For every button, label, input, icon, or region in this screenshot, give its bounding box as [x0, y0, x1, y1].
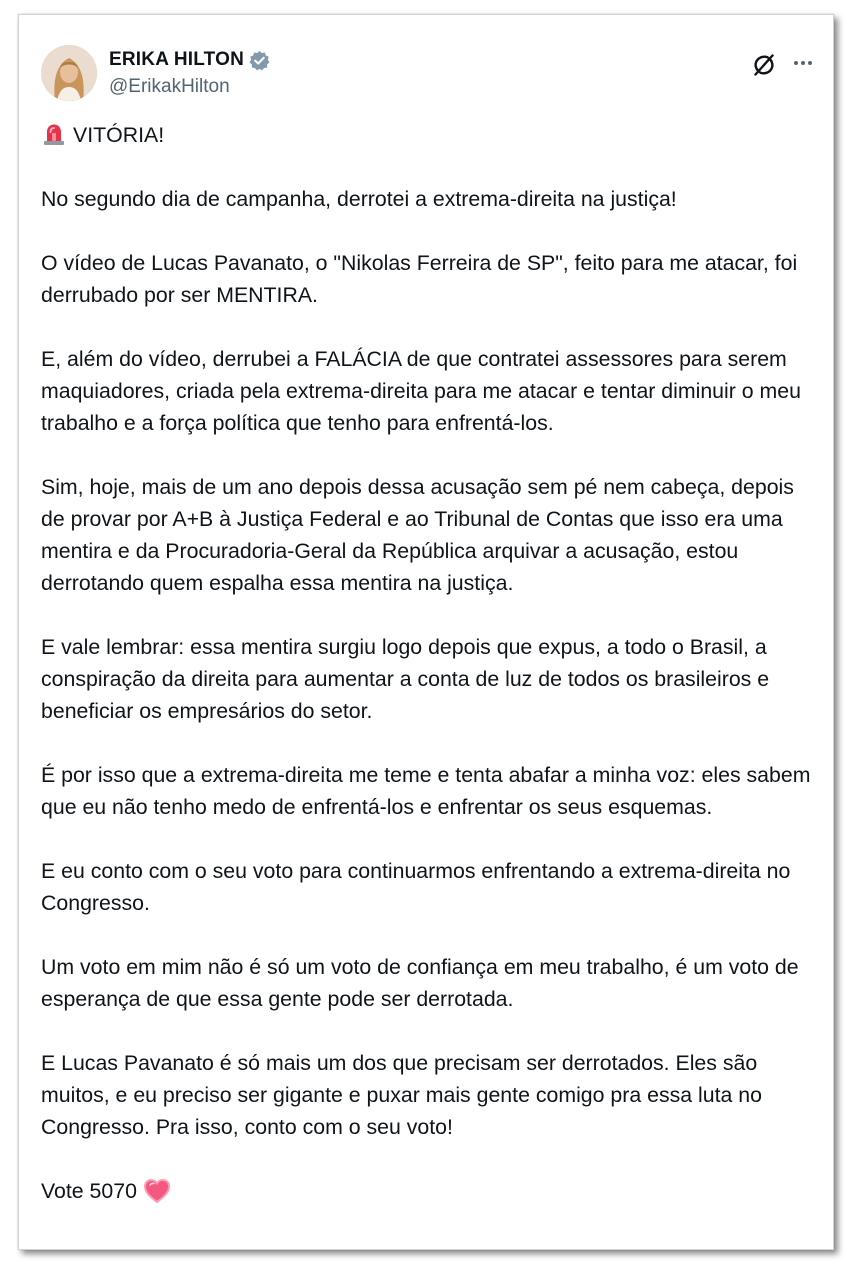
display-name[interactable]: ERIKA HILTON — [109, 49, 245, 70]
name-row — [109, 49, 270, 71]
more-options-icon[interactable] — [791, 51, 815, 75]
heart-emoji-icon — [143, 1178, 171, 1204]
user-handle[interactable]: @ErikakHilton — [109, 76, 230, 97]
tweet-paragraph — [41, 119, 821, 151]
tweet-paragraph — [41, 1175, 821, 1207]
tweet-paragraph: Sim, hoje, mais de um ano depois dessa acusação sem pé nem cabeça, depois de provar por A+B à Justiça Federal e ao Tribunal de Contas que isso era uma mentira e da Procuradoria-Geral da República arquivar a acusação, estou derrotando quem espalha essa mentira na justiça. — [41, 475, 794, 595]
tweet-paragraph-text: Vote 5070 — [41, 1179, 137, 1203]
tweet-paragraph: E vale lembrar: essa mentira surgiu logo depois que expus, a todo o Brasil, a conspiração da direita para aumentar a conta de luz de todos os brasileiros e beneficiar os empresários do setor. — [41, 635, 770, 723]
tweet-paragraph-text: VITÓRIA! — [73, 123, 165, 147]
tweet-paragraph: O vídeo de Lucas Pavanato, o "Nikolas Ferreira de SP", feito para me atacar, foi derrubado por ser MENTIRA. — [41, 251, 798, 307]
tweet-paragraph: E eu conto com o seu voto para continuarmos enfrentando a extrema-direita no Congresso. — [41, 859, 791, 915]
tweet-paragraph: No segundo dia de campanha, derrotei a extrema-direita na justiça! — [41, 187, 677, 211]
avatar-image — [41, 45, 97, 101]
tweet-paragraph: E, além do vídeo, derrubei a FALÁCIA de que contratei assessores para serem maquiadores, criada pela extrema-direita para me atacar e tentar diminuir o meu trabalho e a força política que tenho para enfrentá-los. — [41, 347, 801, 435]
siren-emoji-icon — [41, 121, 67, 147]
tweet-text — [41, 119, 821, 1207]
tweet-paragraph: E Lucas Pavanato é só mais um dos que precisam ser derrotados. Eles são muitos, e eu preciso ser gigante e puxar mais gente comigo pra essa luta no Congresso. Pra isso, conto com o seu voto! — [41, 1051, 762, 1139]
avatar[interactable] — [41, 45, 97, 101]
tweet-paragraph: Um voto em mim não é só um voto de confiança em meu trabalho, é um voto de esperança de que essa gente pode ser derrotada. — [41, 955, 799, 1011]
grok-icon[interactable] — [751, 52, 777, 78]
tweet-paragraph: É por isso que a extrema-direita me teme e tenta abafar a minha voz: eles sabem que eu não tenho medo de enfrentá-los e enfrentar os seus esquemas. — [41, 763, 811, 819]
verified-badge-icon — [249, 50, 270, 71]
tweet-card — [18, 14, 834, 1250]
